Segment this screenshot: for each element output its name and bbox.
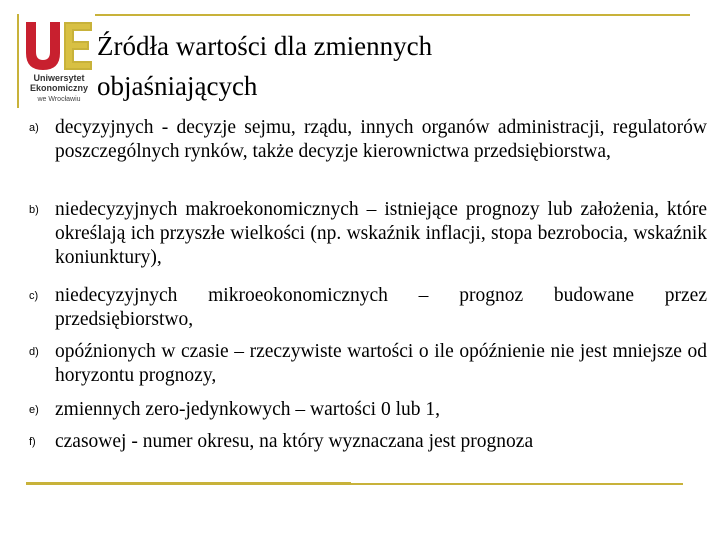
frame-line-bottom-accent bbox=[26, 482, 351, 485]
list-item-text: decyzyjnych - decyzje sejmu, rządu, innych organów administracji, regulatorów poszczególnych rynków, także decyzje kierownictwa przedsiębiorstwa, bbox=[55, 117, 707, 162]
list-marker: b) bbox=[29, 204, 39, 216]
slide-title-line1: Źródła wartości dla zmiennych bbox=[97, 31, 433, 61]
slide-title-line2: objaśniających bbox=[97, 71, 258, 101]
list-item-text: opóźnionych w czasie – rzeczywiste wartości o ile opóźnienie nie jest mniejsze od horyzontu prognozy, bbox=[55, 341, 707, 386]
list-marker: e) bbox=[29, 404, 39, 416]
list-item-text: czasowej - numer okresu, na który wyznaczana jest prognoza bbox=[55, 431, 534, 452]
list-marker: f) bbox=[29, 436, 36, 448]
frame-line-top bbox=[95, 14, 690, 16]
ue-logo-icon bbox=[22, 20, 96, 72]
list-item-text: niedecyzyjnych mikroeokonomicznych – prognoz budowane przez przedsiębiorstwo, bbox=[55, 285, 707, 330]
logo-name-line3: we Wrocławiu bbox=[37, 96, 81, 103]
frame-line-left bbox=[17, 14, 19, 108]
logo-name-line2: Ekonomiczny bbox=[29, 83, 88, 93]
list-item-text: niedecyzyjnych makroekonomicznych – istniejące prognozy lub założenia, które określają ich przyszłe wielkości (np. wskaźnik inflacji, stopa bezrobocia, wskaźnik koniunktury), bbox=[55, 199, 707, 268]
list-marker: c) bbox=[29, 290, 39, 302]
list-marker: a) bbox=[29, 122, 39, 134]
university-logo bbox=[22, 20, 96, 112]
slide-title bbox=[97, 26, 657, 106]
list-item-text: zmiennych zero-jedynkowych – wartości 0 lub 1, bbox=[55, 399, 441, 420]
logo-name-line1: Uniwersytet bbox=[33, 73, 85, 83]
list-marker: d) bbox=[29, 346, 39, 358]
